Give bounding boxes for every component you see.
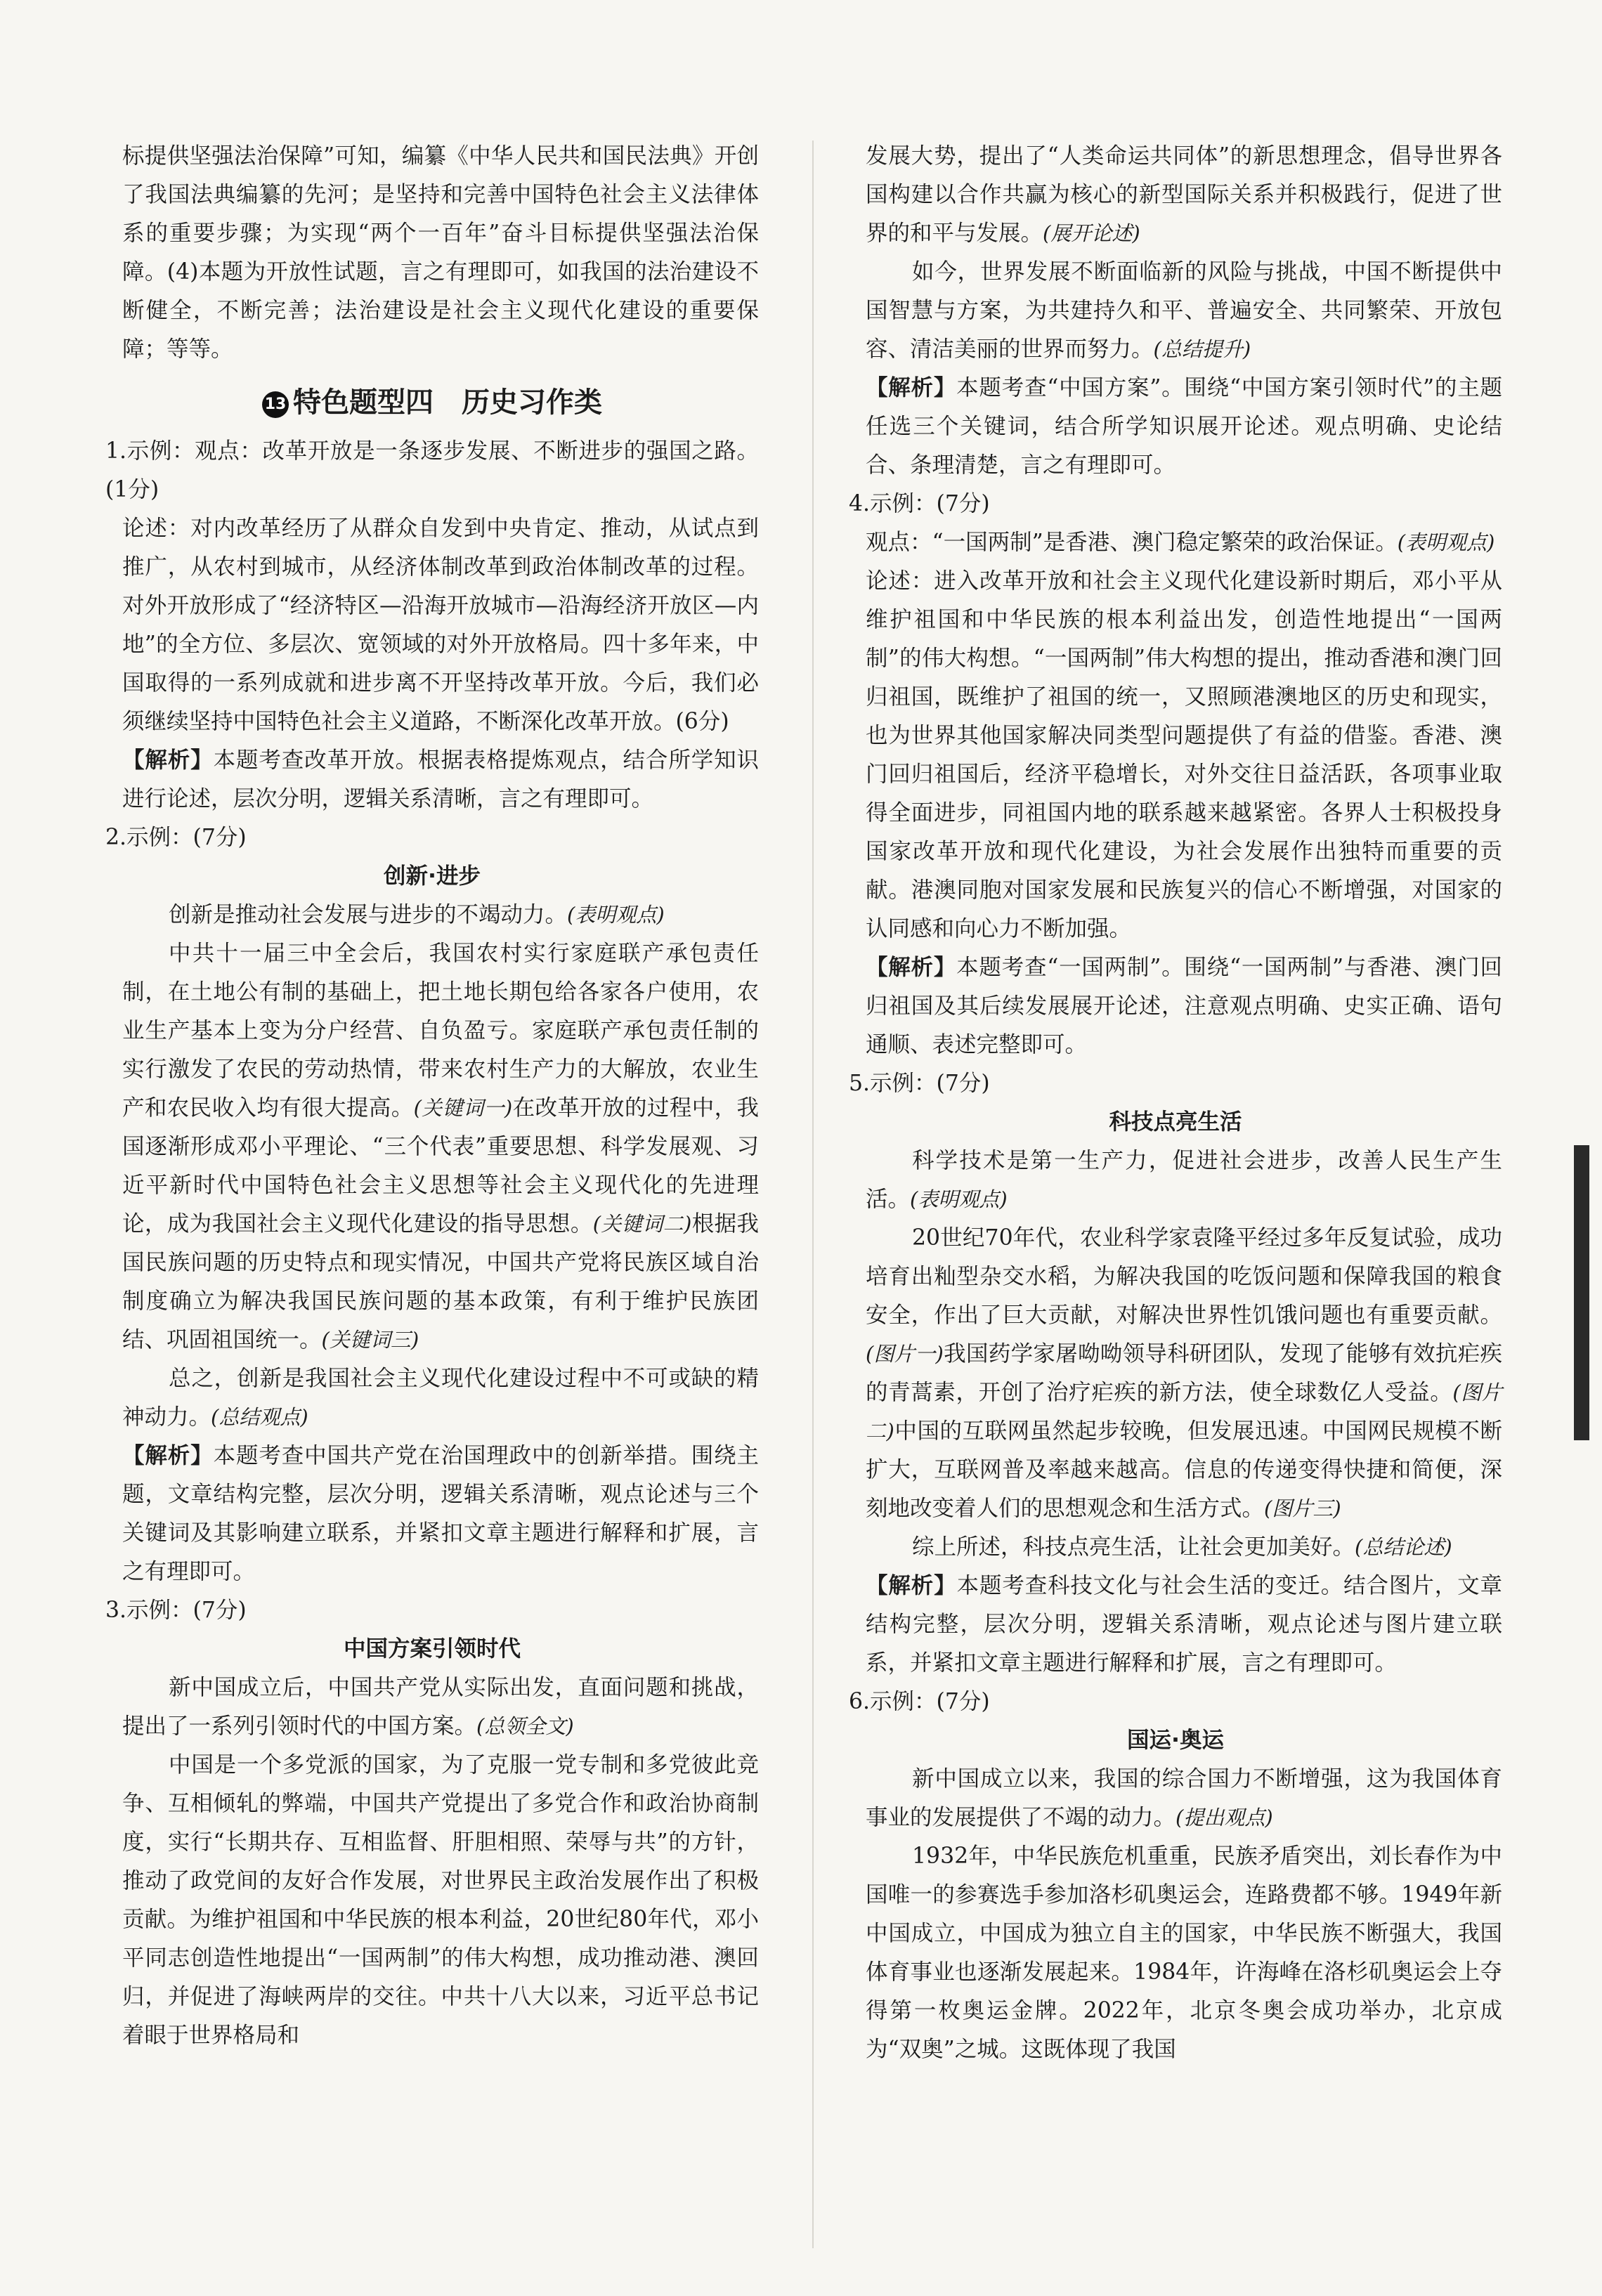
intro-paragraph: 标提供坚强法治保障”可知，编纂《中华人民共和国民法典》开创了我国法典编纂的先河；是坚持和完善中国特色社会主义法律体系的重要步骤；为实现“两个一百年”奋斗目标提供坚强法治保障。(4)本题为开放性试题，言之有理即可，如我国的法治建设不断健全，不断完善；法治建设是社会主义现代化建设的重要保障；等等。: [122, 143, 759, 362]
q2-paragraph-2: [105, 934, 759, 1359]
analysis-label: 【解析】: [122, 748, 214, 773]
q3-paragraph-3: [849, 253, 1502, 369]
q2-paragraph-3: [105, 1359, 759, 1437]
q3-cont-tag: (展开论述): [1043, 221, 1140, 245]
q5-p1-tag: (表明观点): [910, 1187, 1008, 1211]
q3-analysis: [849, 369, 1502, 485]
analysis-label: 【解析】: [866, 375, 957, 400]
right-column: [849, 137, 1502, 2069]
analysis-label: 【解析】: [122, 1443, 214, 1468]
section-number-badge: 13: [262, 391, 289, 418]
left-column: [105, 137, 759, 2055]
q5-p2b-text: 我国药学家屠呦呦领导科研团队，发现了能够有效抗疟疾的青蒿素，开创了治疗疟疾的新方法，使全球数亿人受益。: [866, 1341, 1502, 1405]
q6-paragraph-1: [849, 1760, 1502, 1837]
analysis-text: 本题考查中国共产党在治国理政中的创新举措。围绕主题，文章结构完整，层次分明，逻辑关系清晰，观点论述与三个关键词及其影响建立联系，并紧扣文章主题进行解释和扩展，言之有理即可。: [122, 1443, 759, 1584]
q2-p2a-text: 中共十一届三中全会后，我国农村实行家庭联产承包责任制，在土地公有制的基础上，把土地长期包给各家各户使用，农业生产基本上变为分户经营、自负盈亏。家庭联产承包责任制的实行激发了农民的劳动热情，带来农村生产力的大解放，农业生产和农民收入均有很大提高。: [122, 941, 759, 1121]
binding-mark: [1574, 1145, 1589, 1440]
q3-p3-tag: (总结提升): [1153, 337, 1251, 361]
q2-tag-2: (关键词二): [592, 1212, 692, 1236]
q5-head: 5.示例：(7分): [849, 1071, 990, 1096]
section-title: 特色题型四 历史习作类: [293, 386, 602, 419]
q5-tag-2: (图片二): [866, 1381, 1502, 1443]
analysis-label: 【解析】: [866, 955, 957, 980]
q4-view-tag: (表明观点): [1397, 530, 1495, 554]
q6-essay-title: 国运·奥运: [1127, 1728, 1224, 1753]
q5-p3-text: 综上所述，科技点亮生活，让社会更加美好。: [912, 1534, 1355, 1560]
q6-p1-text: 新中国成立以来，我国的综合国力不断增强，这为我国体育事业的发展提供了不竭的动力。: [866, 1766, 1502, 1830]
column-divider: [812, 141, 814, 2248]
q2-tag-3: (关键词三): [321, 1328, 419, 1352]
q2-p2b-text: 在改革开放的过程中，我国逐渐形成邓小平理论、“三个代表”重要思想、科学发展观、习近平新时代中国特色社会主义思想等社会主义现代化的先进理论，成为我国社会主义现代化建设的指导思想。: [122, 1095, 759, 1237]
q3-continued: [849, 137, 1502, 253]
q5-tag-3: (图片三): [1264, 1496, 1341, 1520]
q5-p2a-text: 20世纪70年代，农业科学家袁隆平经过多年反复试验，成功培育出籼型杂交水稻，为解决我国的吃饭问题和保障我国的粮食安全，作出了巨大贡献，对解决世界性饥饿问题也有重要贡献。: [866, 1225, 1502, 1328]
q5-paragraph-1: [849, 1142, 1502, 1219]
q3-p1-tag: (总领全文): [476, 1714, 574, 1738]
q3-paragraph-1: [105, 1669, 759, 1746]
q4-view: [849, 523, 1502, 562]
analysis-text: 本题考查“中国方案”。围绕“中国方案引领时代”的主题任选三个关键词，结合所学知识展开论述。观点明确、史论结合、条理清楚，言之有理即可。: [866, 375, 1502, 478]
q3-p1-text: 新中国成立后，中国共产党从实际出发，直面问题和挑战，提出了一系列引领时代的中国方案。: [122, 1675, 759, 1739]
analysis-text: 本题考查科技文化与社会生活的变迁。结合图片，文章结构完整，层次分明，逻辑关系清晰，观点论述与图片建立联系，并紧扣文章主题进行解释和扩展，言之有理即可。: [866, 1573, 1502, 1676]
analysis-text: 本题考查改革开放。根据表格提炼观点，结合所学知识进行论述，层次分明，逻辑关系清晰，言之有理即可。: [122, 748, 759, 811]
q2-paragraph-1: [105, 896, 759, 934]
q3-p3-text: 如今，世界发展不断面临新的风险与挑战，中国不断提供中国智慧与方案，为共建持久和平、普遍安全、共同繁荣、开放包容、清洁美丽的世界而努力。: [866, 259, 1502, 362]
q3-head: 3.示例：(7分): [105, 1598, 247, 1623]
q4-head: 4.示例：(7分): [849, 491, 990, 516]
section-heading: [105, 381, 759, 424]
q2-essay-title: 创新·进步: [384, 863, 481, 889]
q5-p2c-text: 中国的互联网虽然起步较晚，但发展迅速。中国网民规模不断扩大，互联网普及率越来越高。信息的传递变得快捷和简便，深刻地改变着人们的思想观念和生活方式。: [866, 1418, 1502, 1521]
q1-head: 1.示例：观点：改革开放是一条逐步发展、不断进步的强国之路。(1分): [105, 438, 759, 502]
q5-paragraph-2: [849, 1219, 1502, 1528]
q2-tag-1: (关键词一): [413, 1096, 513, 1120]
analysis-text: 本题考查“一国两制”。围绕“一国两制”与香港、澳门回归祖国及其后续发展展开论述，注意观点明确、史实正确、语句通顺、表述完整即可。: [866, 955, 1502, 1057]
q5-p1-text: 科学技术是第一生产力，促进社会进步，改善人民生产生活。: [866, 1148, 1502, 1212]
q2-p3-text: 总之，创新是我国社会主义现代化建设过程中不可或缺的精神动力。: [122, 1366, 759, 1430]
q2-head: 2.示例：(7分): [105, 825, 247, 850]
q3-essay-title: 中国方案引领时代: [343, 1636, 521, 1662]
q1-body: 论述：对内改革经历了从群众自发到中央肯定、推动，从试点到推广，从农村到城市，从经济体制改革到政治体制改革的过程。对外开放形成了“经济特区—沿海开放城市—沿海经济开放区—内地”的全方位、多层次、宽领域的对外开放格局。四十多年来，中国取得的一系列成就和进步离不开坚持改革开放。今后，我们必须继续坚持中国特色社会主义道路，不断深化改革开放。(6分): [122, 516, 759, 734]
q6-paragraph-2: 1932年，中华民族危机重重，民族矛盾突出，刘长春作为中国唯一的参赛选手参加洛杉矶奥运会，连路费都不够。1949年新中国成立，中国成为独立自主的国家，中华民族不断强大，我国体育事业也逐渐发展起来。1984年，许海峰在洛杉矶奥运会上夺得第一枚奥运金牌。2022年，北京冬奥会成功举办，北京成为“双奥”之城。这既体现了我国: [866, 1844, 1502, 2062]
q5-essay-title: 科技点亮生活: [1109, 1109, 1242, 1135]
q4-analysis: [849, 948, 1502, 1064]
q3-paragraph-2: 中国是一个多党派的国家，为了克服一党专制和多党彼此竞争、互相倾轧的弊端，中国共产党提出了多党合作和政治协商制度，实行“长期共存、互相监督、肝胆相照、荣辱与共”的方针，推动了政党间的友好合作发展，对世界民主政治发展作出了积极贡献。为维护祖国和中华民族的根本利益，20世纪80年代，邓小平同志创造性地提出“一国两制”的伟大构想，成功推动港、澳回归，并促进了海峡两岸的交往。中共十八大以来，习近平总书记着眼于世界格局和: [122, 1752, 759, 2048]
q5-analysis: [849, 1567, 1502, 1683]
q5-tag-1: (图片一): [866, 1342, 944, 1366]
q2-p1-text: 创新是推动社会发展与进步的不竭动力。: [169, 902, 568, 927]
q2-p2c-text: 根据我国民族问题的历史特点和现实情况，中国共产党将民族区域自治制度确立为解决我国民族问题的基本政策，有利于维护民族团结、巩固祖国统一。: [122, 1211, 759, 1352]
q6-p1-tag: (提出观点): [1176, 1806, 1273, 1829]
q4-view-text: 观点：“一国两制”是香港、澳门稳定繁荣的政治保证。: [866, 530, 1398, 555]
analysis-label: 【解析】: [866, 1573, 957, 1598]
q3-cont-text: 发展大势，提出了“人类命运共同体”的新思想理念，倡导世界各国构建以合作共赢为核心的新型国际关系并积极践行，促进了世界的和平与发展。: [866, 143, 1502, 246]
q5-paragraph-3: [849, 1528, 1502, 1567]
q2-p1-tag: (表明观点): [567, 903, 665, 927]
q4-body: 论述：进入改革开放和社会主义现代化建设新时期后，邓小平从维护祖国和中华民族的根本利益出发，创造性地提出“一国两制”的伟大构想。“一国两制”伟大构想的提出，推动香港和澳门回归祖国，既维护了祖国的统一，又照顾港澳地区的历史和现实，也为世界其他国家解决同类型问题提供了有益的借鉴。香港、澳门回归祖国后，经济平稳增长，对外交往日益活跃，各项事业取得全面进步，同祖国内地的联系越来越紧密。各界人士积极投身国家改革开放和现代化建设，为社会发展作出独特而重要的贡献。港澳同胞对国家发展和民族复兴的信心不断增强，对国家的认同感和向心力不断加强。: [866, 568, 1502, 941]
q1-analysis: [105, 741, 759, 818]
q5-p3-tag: (总结论述): [1355, 1535, 1452, 1559]
q2-analysis: [105, 1437, 759, 1591]
q6-head: 6.示例：(7分): [849, 1689, 990, 1714]
q2-p3-tag: (总结观点): [211, 1405, 308, 1429]
